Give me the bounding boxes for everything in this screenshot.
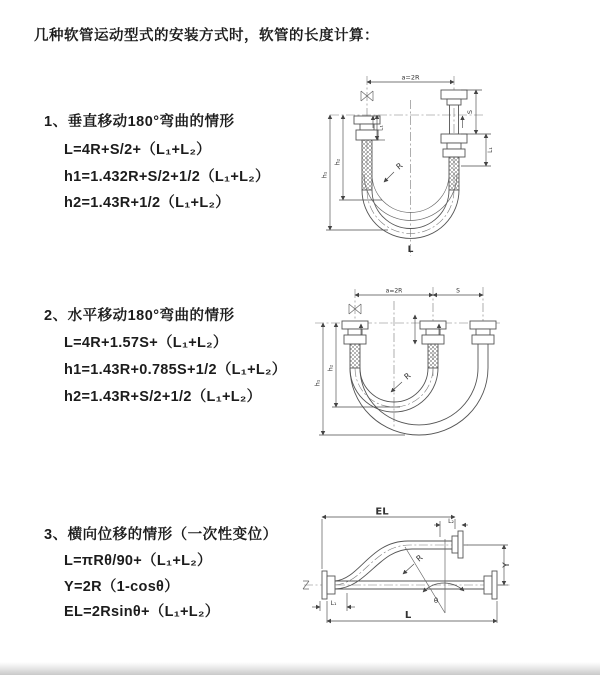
section2-formula-h1: h1=1.43R+0.785S+1/2（L₁+L₂）	[64, 362, 287, 378]
section3-formula-EL: EL=2Rsinθ+（L₁+L₂）	[64, 604, 220, 620]
dim-a2r	[355, 288, 433, 296]
dim-label-y: Y	[502, 562, 512, 568]
diagram-vertical-180-bend	[310, 70, 510, 262]
braided-hose-section	[350, 344, 360, 368]
dim-label-s: S	[466, 109, 474, 115]
dim-label-l1: L₁	[377, 125, 385, 131]
dim-label-r: R	[402, 371, 413, 382]
section2-formula-L: L=4R+1.57S+（L₁+L₂）	[64, 335, 228, 351]
section1-formula-h1: h1=1.432R+S/2+1/2（L₁+L₂）	[64, 169, 270, 185]
braided-hose-section	[449, 157, 459, 190]
hose-u-bend	[350, 368, 488, 435]
radius-leader	[384, 161, 405, 182]
page-edge-shadow	[0, 662, 600, 675]
dim-label-theta: θ	[433, 597, 439, 605]
dim-label-l: L	[404, 610, 412, 621]
dim-label-a2r: a=2R	[401, 73, 420, 82]
dim-label-h2: h₂	[326, 364, 335, 372]
radius-leader	[403, 553, 425, 574]
section3-heading: 3、横向位移的情形（一次性变位）	[44, 527, 278, 543]
dim-label-s: S	[456, 287, 460, 295]
diagram-horizontal-180-bend	[305, 283, 515, 445]
section1-formula-h2: h2=1.43R+1/2（L₁+L₂）	[64, 195, 231, 211]
middle-fitting	[420, 321, 446, 368]
hose-displaced-position	[335, 531, 463, 589]
dim-label-h2: h₂	[333, 158, 342, 166]
section2-formula-h2: h2=1.43R+S/2+1/2（L₁+L₂）	[64, 389, 262, 405]
left-flange	[322, 571, 335, 599]
dim-l1	[312, 593, 355, 611]
dim-label-h1: h₁	[313, 379, 322, 387]
dim-label-l1: L₁	[330, 600, 337, 607]
dim-a2r	[367, 74, 454, 83]
section1-formula-L: L=4R+S/2+（L₁+L₂）	[64, 142, 211, 158]
dim-el	[322, 507, 455, 570]
dim-l	[327, 601, 497, 623]
left-fitting	[342, 321, 368, 368]
dim-label-a2r: a=2R	[385, 287, 403, 295]
right-fitting	[470, 321, 496, 368]
dim-label-r: R	[414, 553, 425, 564]
dim-label-h1: h₁	[320, 171, 329, 179]
dim-h2	[334, 115, 383, 200]
braided-hose-section	[362, 140, 372, 190]
left-fitting	[354, 116, 380, 190]
dim-label-l1: L₁	[487, 147, 494, 153]
section3-formula-Y: Y=2R（1-cosθ）	[64, 579, 179, 595]
diagram-lateral-displacement	[298, 503, 528, 638]
page-title: 几种软管运动型式的安装方式时，软管的长度计算：	[34, 28, 379, 44]
section3-formula-L: L=πRθ/90+（L₁+L₂）	[64, 553, 212, 569]
section1-heading: 1、垂直移动180°弯曲的情形	[44, 114, 235, 130]
dim-label-r: R	[394, 161, 405, 172]
section2-heading: 2、水平移动180°弯曲的情形	[44, 308, 235, 324]
dim-label-el: EL	[375, 506, 389, 518]
right-fitting-positions	[441, 90, 467, 190]
dim-label-l2: L₂	[448, 518, 454, 525]
dim-s	[433, 288, 483, 296]
braided-hose-section	[428, 344, 438, 368]
dim-label-l: L	[407, 245, 414, 255]
